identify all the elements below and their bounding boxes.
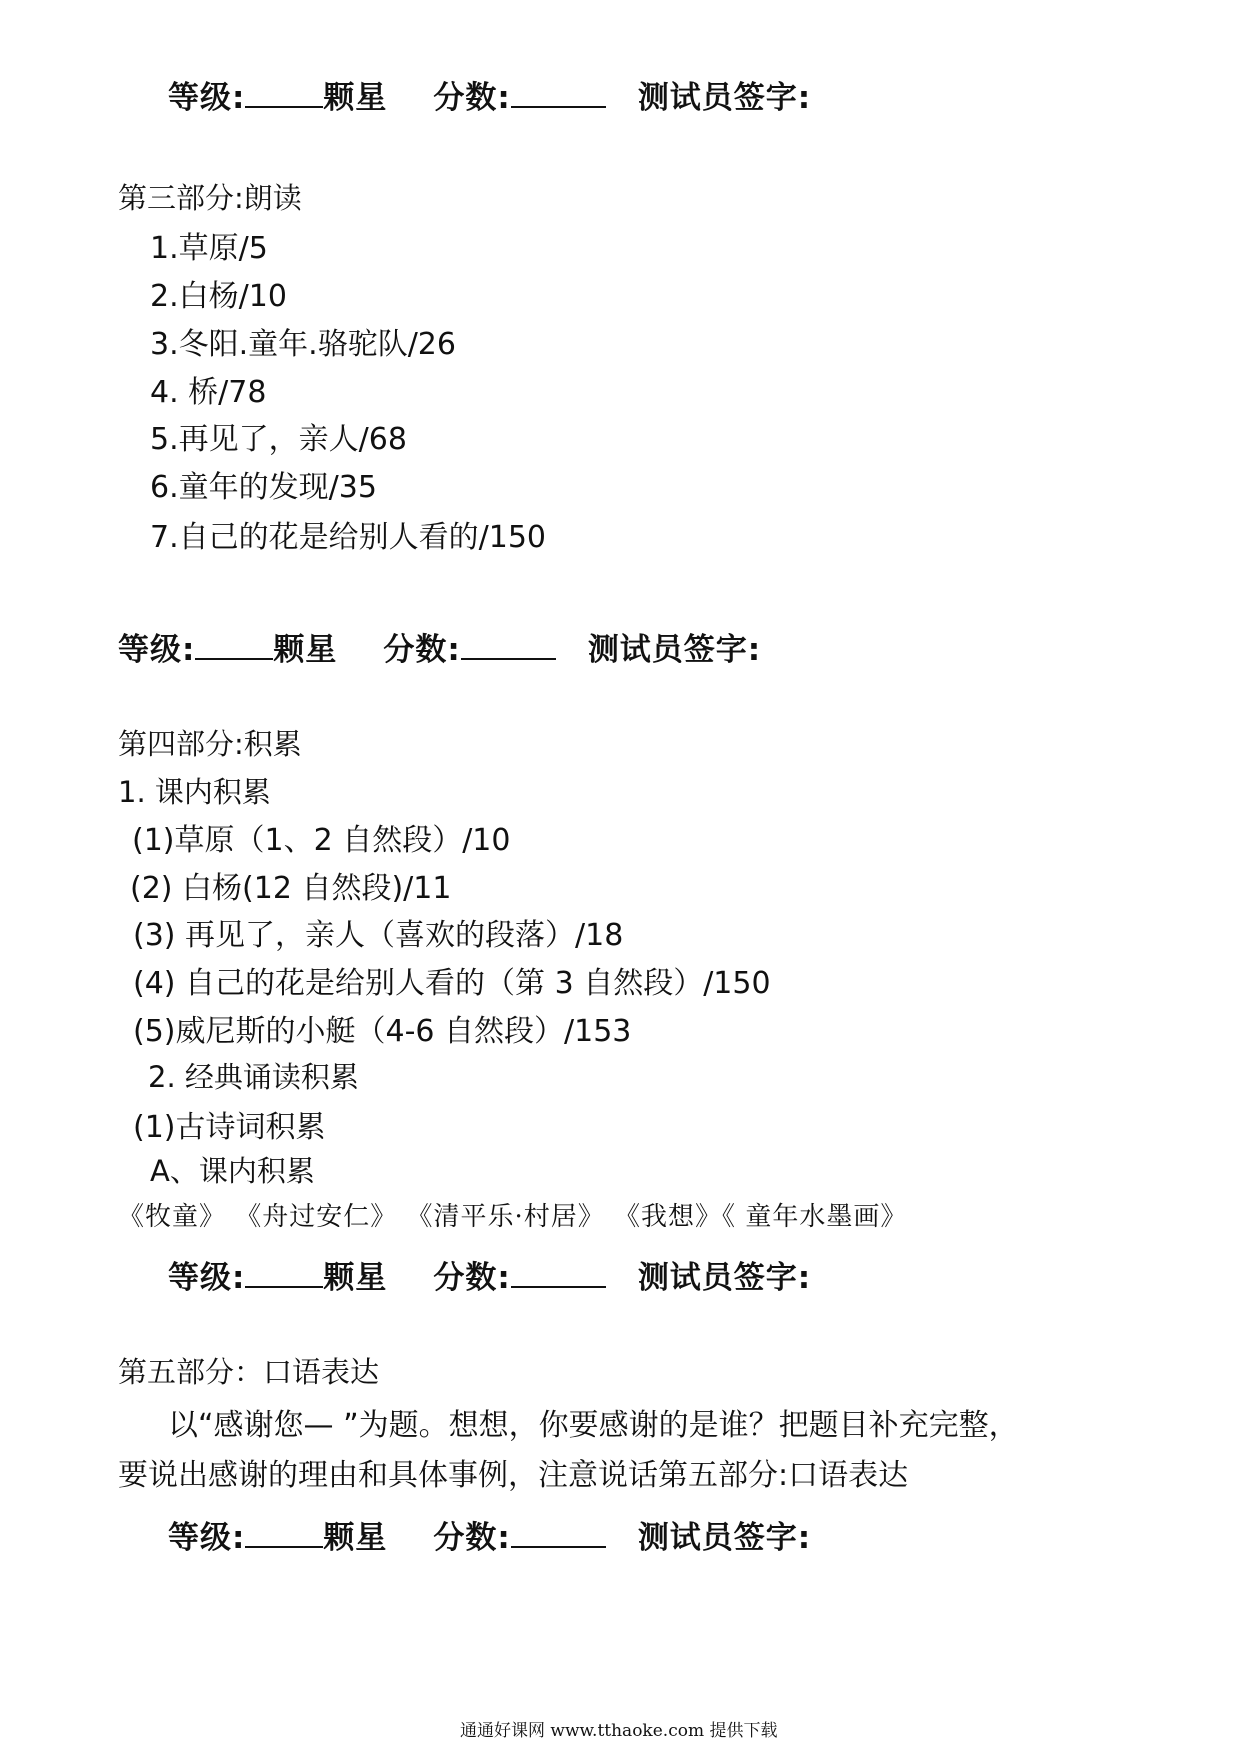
part3-item: 4. 桥/78 [150, 375, 267, 410]
tester-label: 测试员签字: [637, 80, 812, 116]
score-blank [511, 80, 606, 108]
part5-title: 第五部分：口语表达 [118, 1355, 380, 1389]
tester-label: 测试员签字: [637, 1520, 812, 1556]
grade-blank [245, 1260, 323, 1288]
part4-sub2-a: A、课内积累 [150, 1154, 315, 1188]
part4-item: (1)草原（1、2 自然段）/10 [132, 823, 511, 858]
book-list: 《牧童》 《舟过安仁》 《清平乐·村居》 《我想》《 童年水墨画》 [118, 1202, 908, 1232]
stars-label: 颗星 [323, 1520, 388, 1556]
footer-credit: 通通好课网 www.tthaoke.com 提供下载 [460, 1721, 778, 1741]
part4-item: (3) 再见了，亲人（喜欢的段落）/18 [133, 918, 624, 953]
grade-label: 等级: [168, 1260, 246, 1296]
grade-row-1 [168, 72, 811, 117]
part4-item: (5)威尼斯的小艇（4-6 自然段）/153 [133, 1014, 632, 1049]
grade-row-2 [118, 624, 761, 669]
part4-sub1: 1. 课内积累 [118, 775, 271, 809]
score-label: 分数: [383, 632, 461, 668]
part4-item: (4) 自己的花是给别人看的（第 3 自然段）/150 [133, 966, 771, 1001]
grade-row-3 [168, 1252, 811, 1297]
grade-blank [195, 632, 273, 660]
stars-label: 颗星 [273, 632, 338, 668]
part3-item: 2.白杨/10 [150, 279, 287, 314]
grade-label: 等级: [168, 1520, 246, 1556]
grade-blank [245, 1520, 323, 1548]
part3-item: 3.冬阳.童年.骆驼队/26 [150, 327, 456, 362]
grade-row-4 [168, 1512, 811, 1557]
part4-sub2: 2. 经典诵读积累 [148, 1060, 359, 1094]
stars-label: 颗星 [323, 1260, 388, 1296]
score-label: 分数: [433, 1260, 511, 1296]
score-label: 分数: [433, 1520, 511, 1556]
part4-sub2-1: (1)古诗词积累 [133, 1110, 326, 1145]
grade-label: 等级: [118, 632, 196, 668]
part3-title: 第三部分:朗读 [118, 181, 302, 215]
score-blank [511, 1260, 606, 1288]
score-blank [461, 632, 556, 660]
score-blank [511, 1520, 606, 1548]
part5-paragraph-line-2: 要说出感谢的理由和具体事例，注意说话第五部分:口语表达 [118, 1458, 909, 1493]
part4-title: 第四部分:积累 [118, 727, 302, 761]
tester-label: 测试员签字: [587, 632, 762, 668]
part4-item: (2) 白杨(12 自然段)/11 [130, 871, 452, 906]
part3-item: 7.自己的花是给别人看的/150 [150, 520, 546, 555]
grade-blank [245, 80, 323, 108]
grade-label: 等级: [168, 80, 246, 116]
part3-item: 6.童年的发现/35 [150, 470, 377, 505]
score-label: 分数: [433, 80, 511, 116]
part3-item: 1.草原/5 [150, 231, 268, 266]
part5-paragraph-line-1: 以“感谢您— ”为题。想想，你要感谢的是谁？把题目补充完整， [168, 1408, 1019, 1443]
part3-item: 5.再见了，亲人/68 [150, 422, 407, 457]
tester-label: 测试员签字: [637, 1260, 812, 1296]
stars-label: 颗星 [323, 80, 388, 116]
